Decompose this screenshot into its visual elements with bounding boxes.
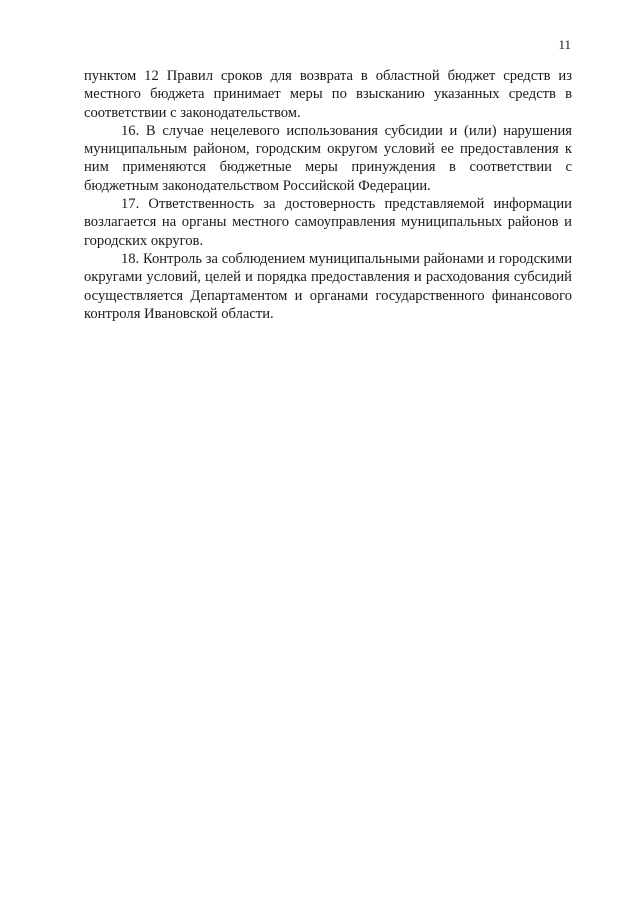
document-body	[84, 67, 572, 323]
paragraph-17: 17. Ответственность за достоверность представляемой информации возлагается на органы местного самоуправления муниципальных районов и городских округов.	[84, 196, 572, 249]
paragraph-16: 16. В случае нецелевого использования субсидии и (или) нарушения муниципальным районом, городским округом условий ее предоставления к ним применяются бюджетные меры принуждения в соответствии с бюджетным законодательством Российской Федерации.	[84, 122, 572, 194]
paragraph-18: 18. Контроль за соблюдением муниципальными районами и городскими округами условий, целей и порядка предоставления и расходования субсидий осуществляется Департаментом и органами государственного финансового контроля Ивановской области.	[84, 250, 572, 322]
paragraph-continuation: пунктом 12 Правил сроков для возврата в областной бюджет средств из местного бюджета принимает меры по взысканию указанных средств в соответствии с законодательством.	[84, 68, 572, 121]
page-number: 11	[558, 37, 571, 52]
